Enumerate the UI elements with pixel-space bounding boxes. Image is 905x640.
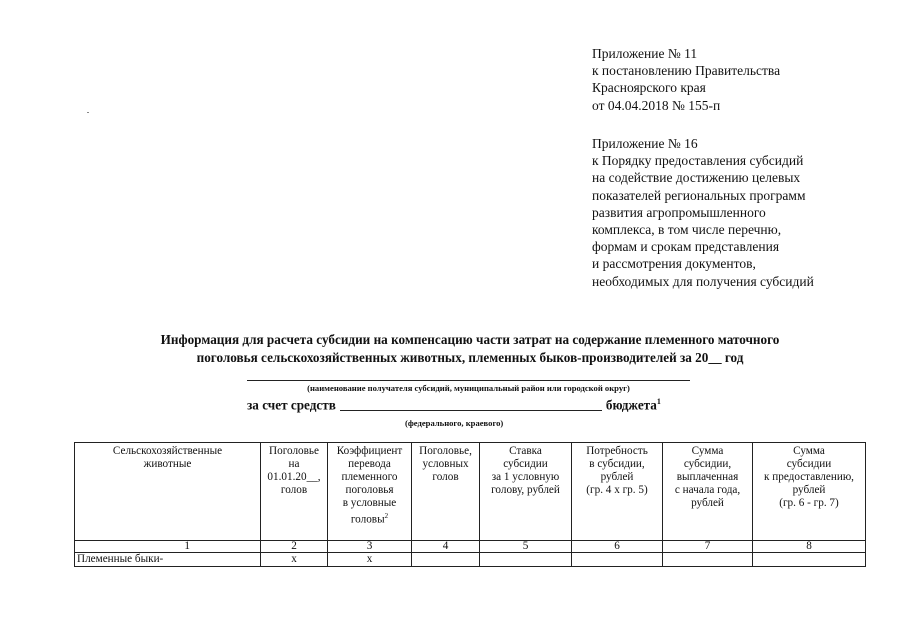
header-cell-line: Поголовье (269, 445, 319, 457)
header-cell-text (481, 458, 570, 471)
column-number-cell: 5 (480, 541, 572, 553)
title-line-2: поголовья сельскохозяйственных животных, племенных быков-производителей за 20__ год (196, 349, 744, 365)
appendix-main-line-4: от 04.04.2018 № 155-п (592, 97, 721, 113)
header-cell-text (481, 471, 570, 484)
header-cell-text (573, 484, 661, 497)
table-cell (753, 553, 866, 567)
funds-suffix: бюджета (605, 397, 657, 413)
header-cell-line: голову, рублей (491, 484, 560, 496)
table-row (75, 553, 866, 567)
scan-speck (87, 112, 89, 113)
column-number-cell: 2 (261, 541, 328, 553)
table-cell (572, 553, 663, 567)
header-footnote: 2 (384, 512, 389, 520)
header-cell-text (329, 471, 410, 484)
recipient-caption: (наименование получателя субсидий, муниципальный район или городской округ) (307, 383, 630, 393)
appendix-secondary-line-5: развития агропромышленного (592, 204, 766, 220)
header-cell-8 (753, 443, 866, 541)
header-cell-text (76, 458, 259, 471)
header-cell-line: рублей (691, 497, 724, 509)
header-cell-text (664, 458, 751, 471)
header-cell-text (481, 445, 570, 458)
header-cell-line: животные (143, 458, 192, 470)
header-cell-line: Ставка (509, 445, 542, 457)
header-cell-text (329, 445, 410, 458)
header-cell-line: поголовья (345, 484, 394, 496)
header-cell-line: головы (350, 513, 385, 526)
header-cell-text (481, 484, 570, 497)
header-cell-line: (гр. 4 х гр. 5) (586, 484, 648, 496)
header-cell-text (262, 458, 326, 471)
header-cell-line: на (288, 458, 300, 470)
table-cell (412, 553, 480, 567)
header-cell-line: племенного (341, 471, 398, 483)
header-cell-text (329, 497, 410, 510)
funds-source-line (247, 397, 661, 413)
header-cell-line: рублей (600, 471, 634, 483)
header-cell-text (573, 458, 661, 471)
recipient-blank-line (247, 380, 690, 381)
header-cell-text (664, 471, 751, 484)
header-cell-line: (гр. 6 - гр. 7) (779, 497, 839, 509)
header-cell-text (573, 445, 661, 458)
table-cell (663, 553, 753, 567)
header-cell-text (664, 445, 751, 458)
column-number-cell: 7 (663, 541, 753, 553)
appendix-secondary-line-4: показателей региональных программ (592, 187, 806, 203)
header-cell-3 (328, 443, 412, 541)
header-cell-6 (572, 443, 663, 541)
header-cell-text (664, 484, 751, 497)
table-cell: х (328, 553, 412, 567)
header-cell-text (413, 445, 478, 458)
header-cell-line: к предоставлению, (764, 471, 854, 483)
header-cell-text (76, 445, 259, 458)
column-number-row (75, 541, 866, 553)
column-number-cell: 3 (328, 541, 412, 553)
appendix-secondary (592, 135, 814, 290)
header-cell-text (413, 458, 478, 471)
appendix-main-line-3: Красноярского края (592, 80, 706, 96)
header-cell-text (754, 484, 864, 497)
appendix-secondary-line-8: и рассмотрения документов, (592, 256, 756, 272)
title-line-1: Информация для расчета субсидии на компенсацию части затрат на содержание племенного маточного (160, 332, 780, 347)
appendix-secondary-line-7: формам и срокам представления (592, 239, 780, 255)
header-cell-text (329, 484, 410, 497)
header-cell-line: субсидии (503, 458, 548, 470)
header-cell-line: рублей (792, 484, 826, 496)
header-cell-line: Потребность (586, 445, 648, 457)
header-cell-text (262, 471, 326, 484)
header-cell-line: за 1 условную (491, 471, 560, 483)
funds-blank (340, 398, 602, 411)
funds-caption: (федерального, краевого) (405, 418, 504, 428)
column-number-cell: 6 (572, 541, 663, 553)
header-cell-line: в условные (342, 497, 397, 509)
header-cell-line: Сумма (691, 445, 724, 457)
appendix-main-line-1: Приложение № 11 (592, 46, 698, 61)
header-cell-2 (261, 443, 328, 541)
header-cell-text (664, 497, 751, 510)
header-cell-line: Коэффициент (336, 445, 403, 457)
table-header-row (75, 443, 866, 541)
appendix-secondary-line-2: к Порядку предоставления субсидий (592, 153, 804, 169)
table-cell: Племенные быки- (75, 553, 261, 567)
appendix-secondary-line-3: на содействие достижению целевых (592, 170, 801, 186)
header-cell-line: выплаченная (676, 471, 739, 483)
column-number-cell: 1 (75, 541, 261, 553)
appendix-secondary-line-6: комплекса, в том числе перечню, (592, 222, 782, 238)
header-cell-text (329, 458, 410, 471)
header-cell-text (262, 445, 326, 458)
header-cell-line: Сельскохозяйственные (112, 445, 223, 457)
header-cell-line: в субсидии, (589, 458, 645, 470)
appendix-secondary-line-9: необходимых для получения субсидий (592, 273, 814, 289)
header-cell-text (754, 497, 864, 510)
header-cell-line: субсидии, (683, 458, 732, 470)
header-cell-text (754, 458, 864, 471)
header-cell-text (754, 471, 864, 484)
header-cell-line: условных (422, 458, 469, 470)
header-cell-text (413, 471, 478, 484)
header-cell-line: голов (280, 484, 308, 496)
header-cell-text (262, 484, 326, 497)
header-cell-line: Поголовье, (419, 445, 472, 457)
subsidy-table (74, 442, 866, 567)
appendix-main (592, 45, 780, 114)
header-cell-5 (480, 443, 572, 541)
header-cell-7 (663, 443, 753, 541)
header-cell-text (573, 471, 661, 484)
header-cell-line: Сумма (793, 445, 825, 457)
table-cell: х (261, 553, 328, 567)
header-cell-line: перевода (348, 458, 391, 470)
header-cell-line: голов (432, 471, 459, 483)
header-cell-line: субсидии (786, 458, 832, 470)
header-cell-text (754, 445, 864, 458)
document-title (100, 331, 840, 366)
header-cell-text (329, 510, 410, 527)
column-number-cell: 4 (412, 541, 480, 553)
header-cell-line: 01.01.20__, (267, 471, 321, 483)
column-number-cell: 8 (753, 541, 866, 553)
funds-prefix: за счет средств (247, 397, 336, 413)
appendix-secondary-line-1: Приложение № 16 (592, 136, 698, 151)
funds-footnote: 1 (656, 397, 661, 406)
header-cell-line: с начала года, (674, 484, 741, 496)
appendix-main-line-2: к постановлению Правительства (592, 63, 781, 79)
header-cell-1 (75, 443, 261, 541)
table-cell (480, 553, 572, 567)
header-cell-4 (412, 443, 480, 541)
